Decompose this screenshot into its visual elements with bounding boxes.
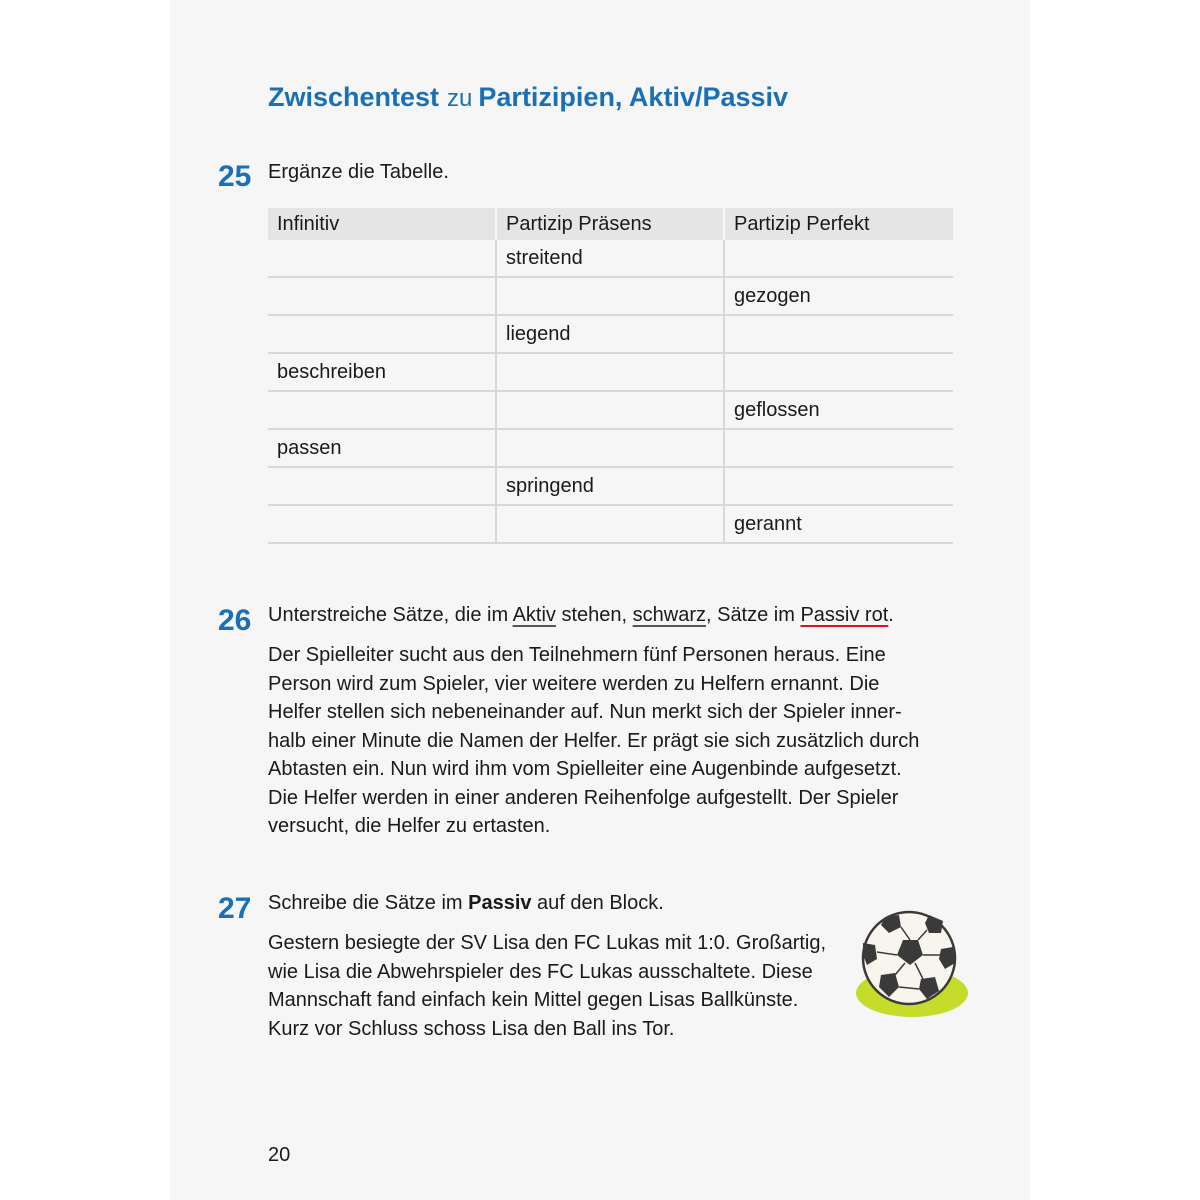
table-row (268, 315, 953, 353)
task-27-instruction (268, 892, 664, 915)
table-row (268, 240, 953, 277)
table-cell[interactable] (724, 353, 953, 391)
text-line: Die Helfer werden in einer anderen Reihenfolge aufgestellt. Der Spieler (268, 786, 899, 809)
page-number: 20 (268, 1144, 291, 1166)
text-line: Helfer stellen sich nebeneinander auf. Nun merkt sich der Spieler inner- (268, 701, 902, 723)
text-line: Abtasten ein. Nun wird ihm vom Spielleiter eine Augenbinde aufgesetzt. (268, 758, 902, 780)
table-cell[interactable] (268, 240, 496, 277)
table-cell[interactable] (496, 505, 724, 543)
aktiv-underlined: Aktiv (512, 604, 556, 626)
table-cell[interactable] (268, 467, 496, 505)
instruction-text: , Sätze im (705, 604, 801, 626)
table-cell[interactable] (268, 391, 496, 429)
table-cell[interactable] (496, 391, 724, 429)
schwarz-underlined: schwarz (632, 604, 706, 626)
table-row (268, 391, 953, 429)
table-cell[interactable]: liegend (496, 315, 724, 353)
table-cell[interactable]: streitend (496, 240, 724, 277)
header-infinitiv: Infinitiv (268, 208, 496, 240)
table-cell[interactable]: passen (268, 429, 496, 467)
text-line: versucht, die Helfer zu ertasten. (268, 815, 551, 837)
table-cell[interactable] (268, 315, 496, 353)
header-partizip-praesens: Partizip Präsens (496, 208, 724, 240)
task-27-number: 27 (218, 892, 252, 925)
table-cell[interactable] (724, 315, 953, 353)
text-line: Mannschaft fand einfach kein Mittel gegen Lisas Ballkünste. (268, 989, 799, 1011)
text-line: Person wird zum Spieler, vier weitere werden zu Helfern ernannt. Die (268, 672, 880, 695)
table-row (268, 467, 953, 505)
table-cell[interactable] (268, 505, 496, 543)
table-cell[interactable] (724, 240, 953, 277)
task-26-instruction (268, 604, 894, 627)
table-cell[interactable] (724, 429, 953, 467)
title-part-3: Partizipien, Aktiv/Passiv (478, 82, 789, 112)
table-cell[interactable]: beschreiben (268, 353, 496, 391)
table-row (268, 505, 953, 543)
table-row (268, 429, 953, 467)
table-row (268, 277, 953, 315)
table-cell[interactable] (496, 429, 724, 467)
passiv-bold: Passiv (468, 892, 532, 914)
table-cell[interactable] (496, 277, 724, 315)
title-part-2: zu (447, 85, 473, 112)
task-26-text (268, 641, 919, 841)
title-part-1: Zwischentest (268, 82, 440, 112)
table-row (268, 353, 953, 391)
text-line: halb einer Minute die Namen der Helfer. Er prägt sie sich zusätzlich durch (268, 729, 920, 752)
task-27-text (268, 929, 826, 1043)
table-cell[interactable]: geflossen (724, 391, 953, 429)
instruction-text: . (888, 604, 894, 626)
header-partizip-perfekt: Partizip Perfekt (724, 208, 953, 240)
instruction-text: stehen, (555, 604, 633, 626)
text-line: Der Spielleiter sucht aus den Teilnehmern fünf Personen heraus. Eine (268, 644, 886, 666)
table-cell[interactable] (724, 467, 953, 505)
table-cell[interactable]: springend (496, 467, 724, 505)
table-header-row (268, 208, 953, 240)
passiv-rot-underlined: Passiv rot (800, 604, 889, 626)
instruction-text: auf den Block. (531, 892, 664, 914)
task-26-number: 26 (218, 604, 252, 637)
text-line: wie Lisa die Abwehrspieler des FC Lukas ausschaltete. Diese (268, 960, 813, 983)
page-title (268, 82, 788, 113)
instruction-text: Schreibe die Sätze im (268, 892, 469, 914)
table-cell[interactable]: gezogen (724, 277, 953, 315)
participle-table (268, 208, 953, 544)
table-cell[interactable]: gerannt (724, 505, 953, 543)
table-cell[interactable] (496, 353, 724, 391)
task-25-number: 25 (218, 160, 252, 193)
table-cell[interactable] (268, 277, 496, 315)
text-line: Kurz vor Schluss schoss Lisa den Ball ins Tor. (268, 1017, 675, 1040)
text-line: Gestern besiegte der SV Lisa den FC Lukas mit 1:0. Großartig, (268, 932, 827, 954)
soccer-ball-icon (855, 905, 973, 1030)
task-25-instruction: Ergänze die Tabelle. (268, 161, 449, 183)
instruction-text: Unterstreiche Sätze, die im (268, 604, 513, 626)
